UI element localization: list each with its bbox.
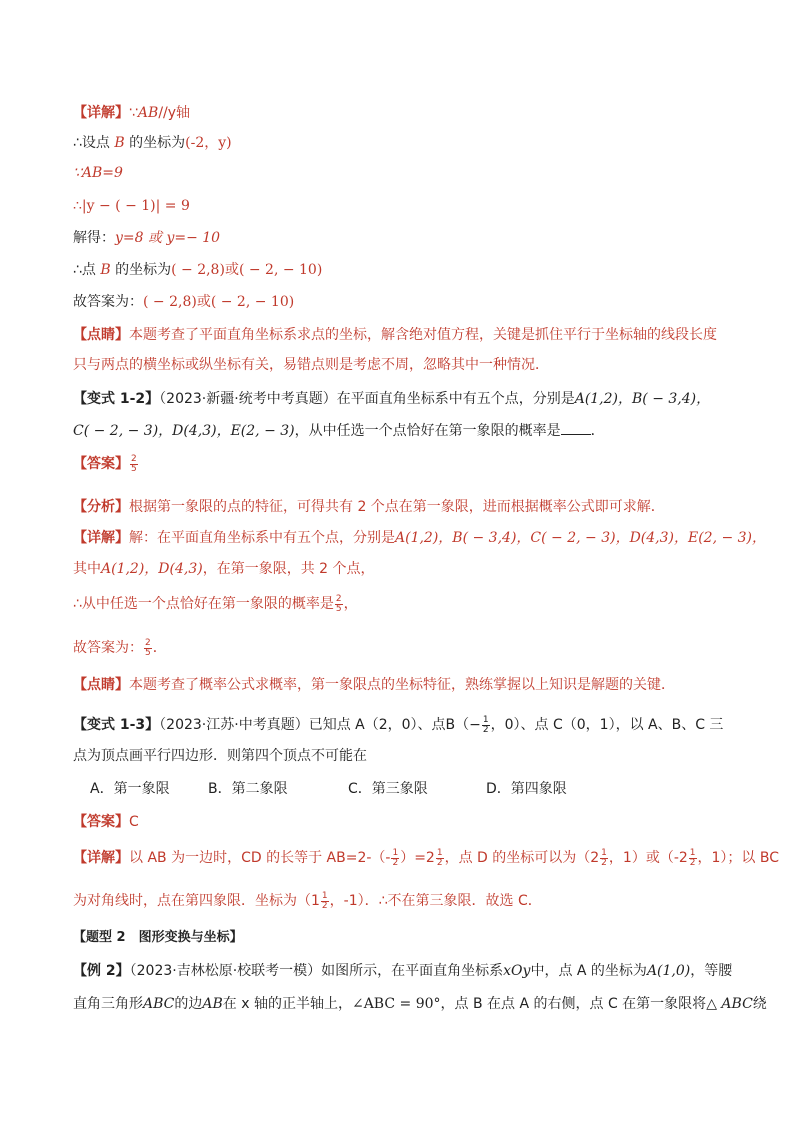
- detail-line-ab-parallel: 【详解】∵AB//y轴: [73, 105, 191, 121]
- options-1-3: [90, 779, 734, 799]
- example-2-line-2: 直角三角形ABC的边AB在 x 轴的正半轴上，∠ABC = 90°，点 B 在点 A 的右侧，点 C 在第一象限将△ ABC绕: [73, 996, 767, 1012]
- variant-1-2-line-2: C( − 2, − 3)，D(4,3)，E(2, − 3)，从中任选一个点恰好在第一象限的概率是 ．: [73, 420, 734, 441]
- variant-1-3-line-1: 【变式 1-3】（2023·江苏·中考真题）已知点 A（2，0）、点B（− $\frac{1}{2}$ ，0）、点 C（0，1），以 A、B、C 三: [73, 714, 724, 735]
- answer-blank: [561, 420, 591, 435]
- detail-line-ab-equals-9: ∵AB=9: [73, 165, 123, 181]
- detail-1-2-line-4: 故答案为： $\frac{2}{5}$ ．: [73, 637, 167, 658]
- comment-1-line-1: 【点睛】本题考查了平面直角坐标系求点的坐标，解含绝对值方程，关键是抓住平行于坐标轴的线段长度: [73, 327, 717, 343]
- option-b[interactable]: B．第二象限: [208, 781, 288, 797]
- detail-1-3-line-1: 【详解】以 AB 为一边时，CD 的长等于 AB=2-（- $\frac{1}{2}$ ）=2 $\frac{1}{2}$ ，点 D 的坐标可以为（2 $\frac{1}{2}$ ，1）或（-2 $\frac{1}{2}$ ，1）；以 BC: [73, 847, 780, 868]
- option-d[interactable]: D．第四象限: [486, 781, 567, 797]
- detail-1-2-line-1: 【详解】解：在平面直角坐标系中有五个点，分别是A(1,2)，B( − 3,4)，C( − 2, − 3)，D(4,3)，E(2, − 3)，: [73, 530, 767, 546]
- answer-fraction: $\frac{2}{5}$: [131, 453, 137, 474]
- option-c[interactable]: C．第三象限: [348, 781, 428, 797]
- detail-line-point-b: ∴点 B 的坐标为( − 2,8)或( − 2, − 10): [73, 262, 323, 278]
- detail-label: 【详解】: [73, 105, 129, 121]
- comment-1-line-2: 只与两点的横坐标或纵坐标有关，易错点则是考虑不周，忽略其中一种情况．: [73, 357, 549, 373]
- detail-1-2-line-2: 其中A(1,2)，D(4,3)，在第一象限，共 2 个点，: [73, 561, 375, 577]
- section-title-2: 【题型 2 图形变换与坐标】: [73, 930, 243, 945]
- variant-1-2-line-1: 【变式 1-2】（2023·新疆·统考中考真题）在平面直角坐标系中有五个点，分别是A(1,2)，B( − 3,4)，: [73, 391, 711, 407]
- answer-1-2: 【答案】 $\frac{2}{5}$: [73, 453, 137, 474]
- comment-1-2: 【点睛】本题考查了概率公式求概率，第一象限点的坐标特征，熟练掌握以上知识是解题的关键．: [73, 677, 675, 693]
- analysis-1-2: 【分析】根据第一象限的点的特征，可得共有 2 个点在第一象限，进而根据概率公式即可求解．: [73, 499, 665, 515]
- detail-1-2-line-3: ∴从中任选一个点恰好在第一象限的概率是 $\frac{2}{5}$ ，: [73, 593, 358, 614]
- detail-line-set-b: ∴设点 B 的坐标为(-2，y): [73, 135, 232, 151]
- detail-line-solve: 解得：y=8 或 y=− 10: [73, 230, 221, 246]
- option-a[interactable]: A．第一象限: [90, 781, 170, 797]
- variant-1-3-line-2: 点为顶点画平行四边形．则第四个顶点不可能在: [73, 748, 367, 764]
- detail-line-absolute-equation: ∴|y − ( − 1)| = 9: [73, 198, 190, 214]
- answer-line-1: 故答案为：( − 2,8)或( − 2, − 10): [73, 294, 295, 310]
- example-2-line-1: 【例 2】（2023·吉林松原·校联考一模）如图所示，在平面直角坐标系xOy中，点 A 的坐标为A(1,0)，等腰: [73, 963, 733, 979]
- detail-1-3-line-2: 为对角线时，点在第四象限．坐标为（1 $\frac{1}{2}$ ，-1）．∴不在第三象限．故选 C．: [73, 890, 542, 911]
- answer-1-3: 【答案】C: [73, 814, 139, 830]
